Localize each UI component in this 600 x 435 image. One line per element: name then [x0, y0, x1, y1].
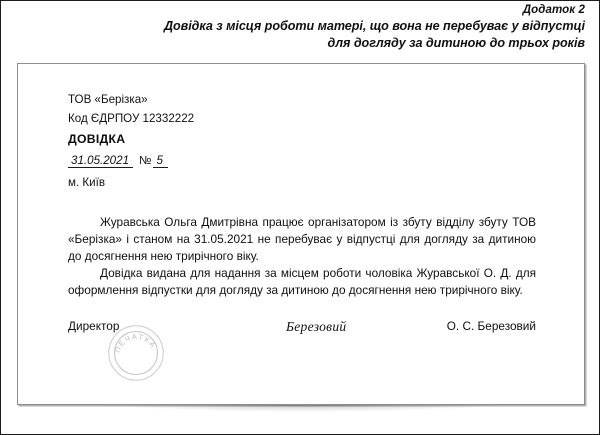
- heading-title-line-2: для догляду за дитиною до трьох років: [327, 36, 585, 50]
- company-name: ТОВ «Берізка»: [68, 93, 148, 106]
- company-stamp: [107, 324, 165, 382]
- signer-name: О. С. Березовий: [446, 319, 536, 333]
- number-sign-label: №: [139, 154, 152, 167]
- signature-row: [68, 319, 536, 389]
- document-number: 5: [153, 154, 167, 168]
- document-type-title: ДОВІДКА: [68, 132, 126, 146]
- city-label: м. Київ: [68, 176, 106, 189]
- registry-code: Код ЄДРПОУ 12332222: [68, 112, 195, 125]
- stamp-text: [113, 332, 159, 354]
- document-sheet: [17, 63, 585, 405]
- body-paragraph-1: Журавська Ольга Дмитрівна працює організатором із збуту відділу збуту ТОВ «Берізка» і станом на 31.05.2021 не перебуває у відпустці для догляду за дитиною до досягнення нею трирічного віку.: [68, 215, 536, 263]
- stamp-text-span: ПЕЧАТКА: [112, 331, 159, 354]
- letterhead-block: [68, 90, 194, 193]
- stamp-seal-icon: [107, 324, 165, 382]
- handwritten-signature: Березовий: [286, 319, 347, 334]
- heading-title-line-1: Довідка з місця роботи матері, що вона не перебуває у відпустці: [163, 19, 585, 33]
- annex-label: Додаток 2: [522, 4, 585, 16]
- document-date: 31.05.2021: [68, 154, 133, 168]
- document-meta-line: [68, 150, 194, 171]
- body-paragraph-2: Довідка видана для надання за місцем роботи чоловіка Журавської О. Д. для оформлення відпустки для догляду за дитиною до досягнення нею трирічного віку.: [68, 266, 536, 297]
- signer-role-label: Директор: [68, 319, 120, 333]
- document-heading: [17, 3, 585, 52]
- document-body: [68, 214, 536, 299]
